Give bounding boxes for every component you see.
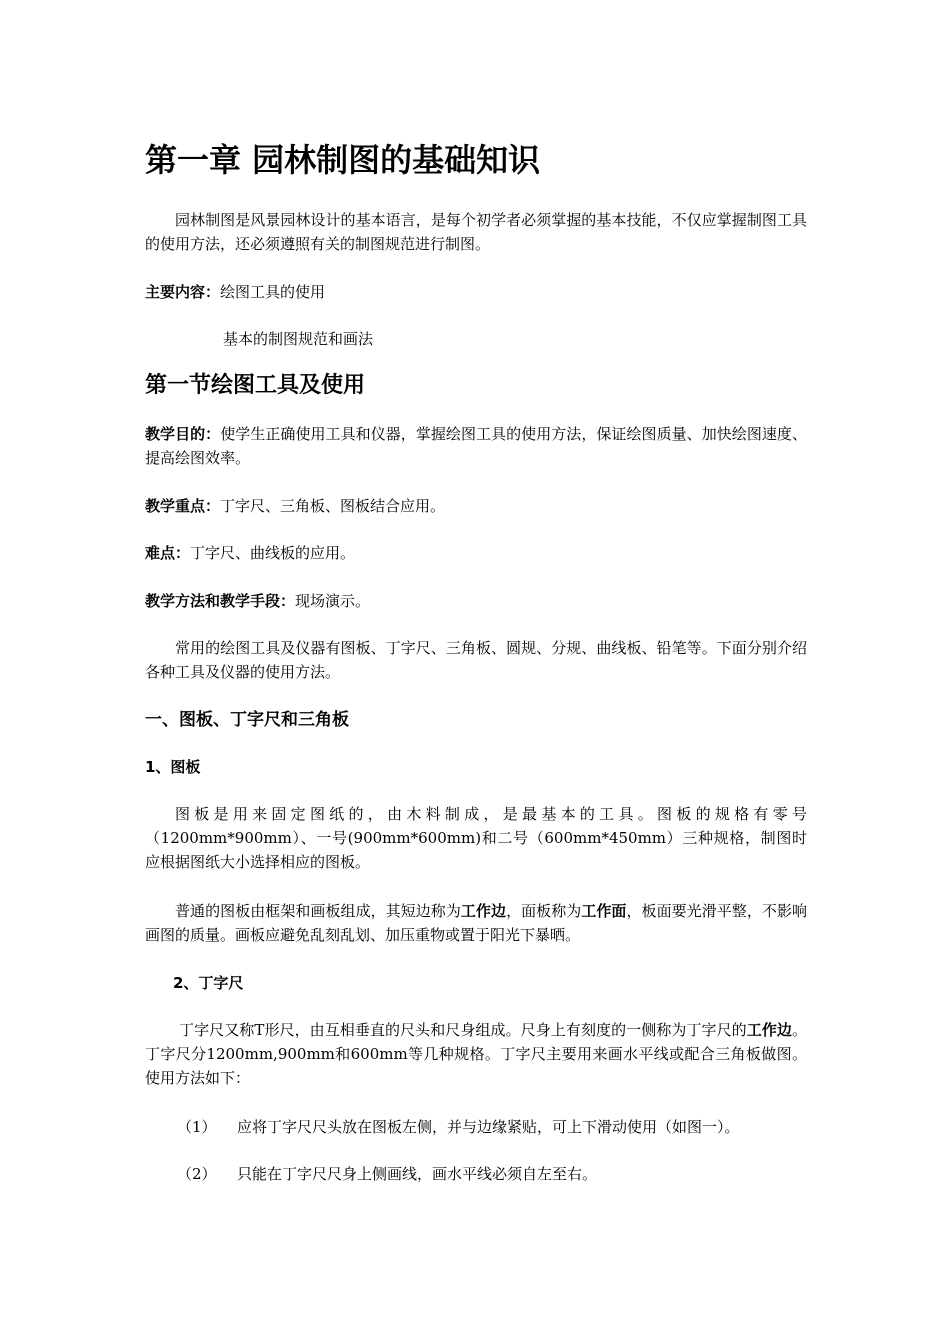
list-item-number: （2）	[177, 1165, 217, 1183]
tools-intro-paragraph: 常用的绘图工具及仪器有图板、丁字尺、三角板、圆规、分规、曲线板、铅笔等。下面分别介绍各种工具及仪器的使用方法。	[145, 639, 807, 681]
board-p2-bold-2: 工作面	[581, 902, 627, 920]
methods-line	[145, 589, 807, 613]
list-item	[145, 1115, 839, 1139]
methods-label: 教学方法和教学手段：	[145, 592, 296, 610]
section-title: 第一节绘图工具及使用	[145, 373, 366, 398]
key-points-text: 丁字尺、三角板、图板结合应用。	[220, 497, 446, 515]
difficulties-label: 难点：	[145, 544, 191, 562]
list-item-text: 应将丁字尺尺头放在图板左侧，并与边缘紧贴，可上下滑动使用（如图一）。	[237, 1118, 740, 1136]
objective-label: 教学目的：	[145, 425, 221, 443]
difficulties-text: 丁字尺、曲线板的应用。	[190, 544, 356, 562]
tsquare-p1-text-a: 丁字尺又称T形尺，由互相垂直的尺头和尺身组成。尺身上有刻度的一侧称为丁字尺的	[179, 1021, 747, 1039]
board-p2-text-b: ，面板称为	[506, 902, 582, 920]
methods-text: 现场演示。	[295, 592, 371, 610]
board-heading: 1、图板	[145, 758, 201, 776]
objective-paragraph	[145, 422, 807, 470]
tsquare-heading: 2、丁字尺	[173, 974, 244, 992]
list-item-number: （1）	[177, 1118, 217, 1136]
board-p2-bold-1: 工作边	[460, 902, 507, 920]
subsection-title: 一、图板、丁字尺和三角板	[145, 710, 349, 730]
objective-text: 使学生正确使用工具和仪器，掌握绘图工具的使用方法，保证绘图质量、加快绘图速度、提高绘图效率。	[145, 425, 807, 467]
difficulties-line	[145, 541, 807, 565]
tsquare-p1-bold: 工作边	[746, 1021, 792, 1039]
main-content-line	[145, 280, 807, 304]
main-content-label: 主要内容：	[145, 283, 221, 301]
list-item-text: 只能在丁字尺尺身上侧画线，画水平线必须自左至右。	[237, 1165, 598, 1183]
board-paragraph-2	[145, 899, 807, 947]
board-paragraph-1: 图板是用来固定图纸的，由木料制成，是最基本的工具。图板的规格有零号（1200mm*900mm）、一号(900mm*600mm)和二号（600mm*450mm）三种规格，制图时应根据图纸大小选择相应的图板。	[145, 805, 807, 871]
chapter-title: 第一章 园林制图的基础知识	[145, 141, 541, 179]
main-content-item-2: 基本的制图规范和画法	[223, 330, 374, 348]
key-points-line	[145, 494, 807, 518]
board-p2-text-a: 普通的图板由框架和画板组成，其短边称为	[175, 902, 461, 920]
tsquare-p1-text-b: 。丁字尺分1200mm,900mm和600mm等几种规格。丁字尺主要用来画水平线或配合三角板做图。使用方法如下：	[145, 1021, 807, 1087]
key-points-label: 教学重点：	[145, 497, 221, 515]
main-content-item-1: 绘图工具的使用	[220, 283, 326, 301]
list-item	[145, 1162, 839, 1186]
tsquare-paragraph	[145, 1018, 807, 1090]
board-p2-text-c: ，板面要光滑平整，不影响画图的质量。画板应避免乱刻乱划、加压重物或置于阳光下暴晒。	[145, 902, 807, 944]
intro-paragraph: 园林制图是风景园林设计的基本语言，是每个初学者必须掌握的基本技能，不仅应掌握制图工具的使用方法，还必须遵照有关的制图规范进行制图。	[145, 211, 807, 253]
